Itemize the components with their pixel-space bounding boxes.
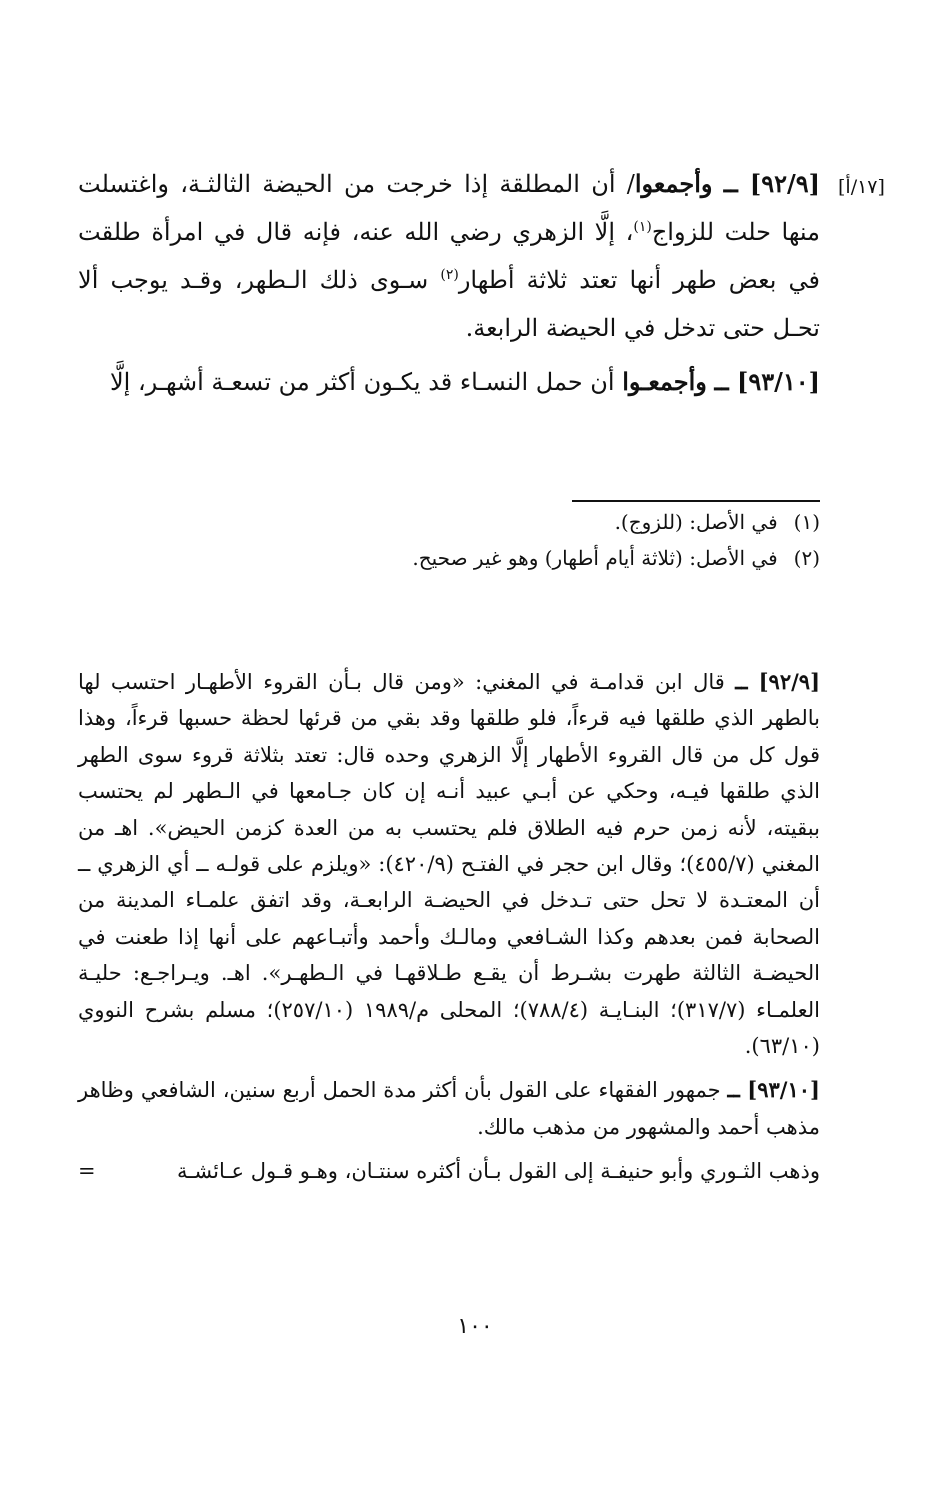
issue-number: [٩٢/٩] ــ	[723, 169, 820, 198]
footnote-number: (٢)	[793, 546, 820, 570]
commentary	[78, 664, 820, 1190]
footnote-text: في الأصل: (ثلاثة أيام أطهار) وهو غير صحيح.	[412, 546, 778, 570]
issue-number: [٩٢/٩] ــ	[735, 669, 820, 694]
footnote-number: (١)	[793, 510, 820, 534]
main-text-segment: / أن المطلقة إذا خرجت من الحيضة الثالثـة، واغتسلت منها حلت للزواج	[78, 170, 821, 246]
commentary-text: وذهب الثـوري وأبو حنيفـة إلى القول بـأن أكثره سنتـان، وهـو قـول عـائشـة	[176, 1159, 820, 1184]
main-text-segment: أن حمل النسـاء قد يكـون أكثر من تسعـة أشهـر، إلَّا	[109, 368, 623, 396]
issue-number: [٩٣/١٠] ــ	[727, 1077, 820, 1103]
main-text	[78, 160, 820, 406]
footnotes	[78, 500, 820, 576]
main-text-segment: ، إلَّا الزهري رضي الله عنه، فإنه قال في امرأة طلقت في بعض طهر أنها تعتد ثلاثة أطهار	[78, 218, 820, 294]
footnote-1	[78, 504, 820, 540]
manuscript-folio-reference: [١٧/أ]	[838, 176, 885, 198]
commentary-paragraph-92	[78, 664, 820, 1064]
footnote-2	[78, 540, 820, 576]
continuation-mark: =	[78, 1159, 96, 1184]
issue-number: [٩٣/١٠] ــ	[714, 367, 820, 396]
commentary-paragraph-continued	[78, 1153, 820, 1189]
page-number: ١٠٠	[457, 1314, 493, 1339]
commentary-text: قال ابن قدامـة في المغني: «ومن قال بـأن القروء الأطهـار احتسب لها بالطهر الذي طلقها فيه قرءاً، فلو طلقها وقد بقي من قرئها لحظة حسبها قرءاً، وهذا قول كل من قال القروء الأطهار إلَّا الزهري وحده قال: تعتد بثلاثة قروء سوى الطهر الذي طلقها فيـه، وحكي عن أبـي عبيد أنـه إن كان جـامعها في الـطهر لم يحتسب ببقيته، لأنه زمن حرم فيه الطلاق فلم يحتسب به من العدة كزمن الحيض». اهـ من المغني (٤٥٥/٧)؛ وقال ابن حجر في الفتـح (٤٢٠/٩): «ويلزم على قولـه ــ أي الزهري ــ أن المعتـدة لا تحل حتى تـدخل في الحيضـة الرابعـة، وقد اتفق علمـاء المدينة من الصحابة فمن بعدهم وكذا الشـافعي ومالـك وأحمد وأتبـاعهم على أنها إذا طعنت في الحيضـة الثالثة طهرت بشـرط أن يقـع طـلاقهـا في الـطهـر». اهـ. ويـراجـع: حليـة العلمـاء (٣١٧/٧)؛ البنـايـة (٧٨٨/٤)؛ المحلى م/١٩٨٩ (٢٥٧/١٠)؛ مسلم بشرح النووي (٦٣/١٠).	[78, 670, 821, 1059]
main-text-segment: سـوى ذلك الـطهر، وقـد يوجب ألا تحـل حتى تدخل في الحيضة الرابعة.	[78, 266, 820, 342]
footnote-marker-1[interactable]: (١)	[633, 219, 652, 235]
main-paragraph-92	[78, 160, 820, 352]
main-paragraph-93	[78, 358, 820, 406]
commentary-text: جمهور الفقهاء على القول بأن أكثر مدة الحمل أربع سنين، الشافعي وظاهر مذهب أحمد والمشهور من مذهب مالك.	[78, 1078, 820, 1139]
issue-lead: وأجمعـوا	[622, 367, 707, 396]
footnote-marker-2[interactable]: (٢)	[440, 267, 459, 283]
issue-lead: وأجمعوا	[634, 169, 713, 198]
commentary-paragraph-93	[78, 1072, 820, 1145]
footnote-text: في الأصل: (للزوج).	[614, 510, 778, 534]
